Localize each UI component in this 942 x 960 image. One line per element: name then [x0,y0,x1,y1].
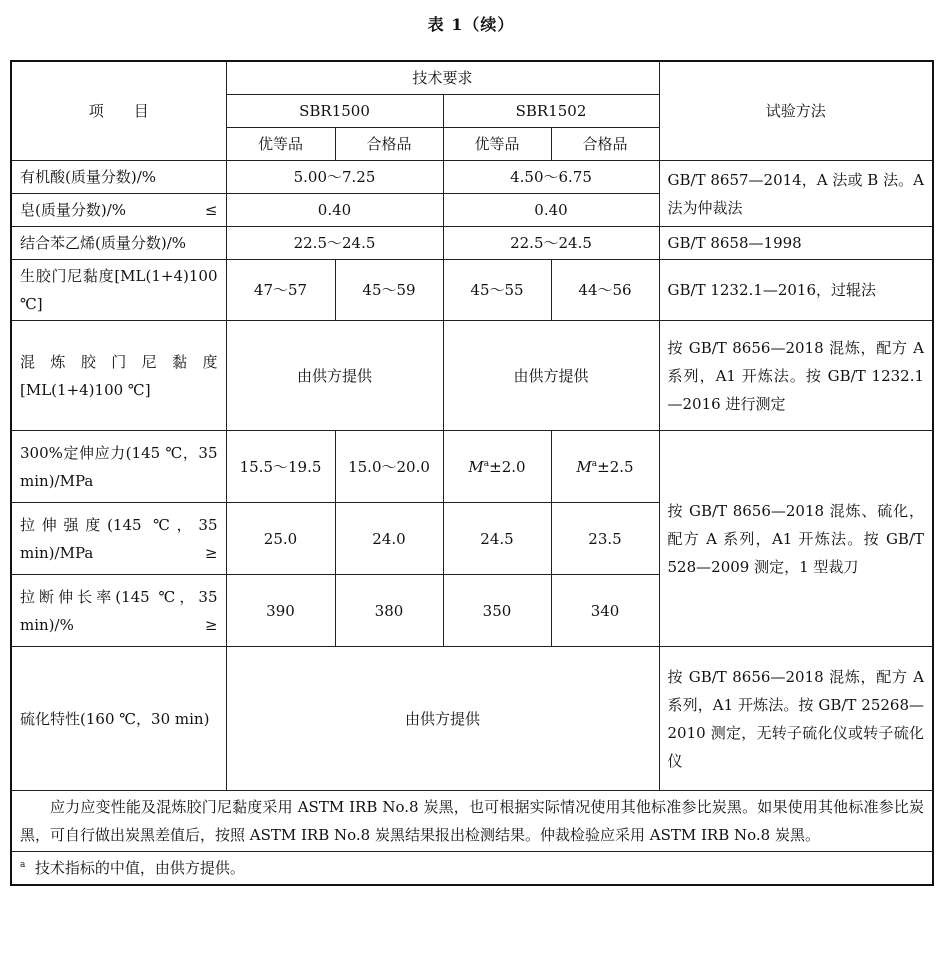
value-suffix: ±2.0 [489,457,526,476]
footnote-text: 技术指标的中值，由供方提供。 [34,859,245,877]
row-item [11,194,226,227]
note-row [11,791,933,852]
value-cell: 22.5～24.5 [443,227,659,260]
footnote-mark: a [20,860,26,870]
row-item: 生胶门尼黏度[ML(1+4)100 ℃] [11,260,226,321]
value-cell [551,431,659,503]
m-symbol: M [576,457,592,476]
row-item: 硫化特性(160 ℃，30 min) [11,647,226,791]
value-cell: 0.40 [443,194,659,227]
table-title: 表 1（续） [427,15,515,34]
table-row [11,647,933,791]
table-row [11,227,933,260]
value-cell: 350 [443,575,551,647]
table-row [11,321,933,431]
value-cell: 22.5～24.5 [226,227,443,260]
method-cell: 按 GB/T 8656—2018 混炼，配方 A 系列，A1 开炼法。按 GB/T 1232.1—2016 进行测定 [659,321,933,431]
footnote-row [11,852,933,886]
note-text: 应力应变性能及混炼胶门尼黏度采用 ASTM IRB No.8 炭黑，也可根据实际情况使用其他标准参比炭黑。如果使用其他标准参比炭黑，可自行做出炭黑差值后，按照 ASTM IRB No.8 炭黑结果报出检测结果。仲裁检验应采用 ASTM IRB No.8 炭黑。 [11,791,933,852]
sign: ≥ [204,615,218,634]
value-cell: 由供方提供 [443,321,659,431]
row-item-label: 拉断伸长率(145 ℃，35 min)/% [20,587,218,634]
value-cell: 23.5 [551,503,659,575]
value-cell: 380 [335,575,443,647]
header-qualified: 合格品 [551,128,659,161]
header-grade-sbr1502: SBR1502 [443,95,659,128]
value-cell: 390 [226,575,335,647]
header-grade-sbr1500: SBR1500 [226,95,443,128]
value-cell: 25.0 [226,503,335,575]
row-item-label: 皂(质量分数)/% [20,201,127,219]
row-item: 300%定伸应力(145 ℃，35 min)/MPa [11,431,226,503]
value-cell: 44～56 [551,260,659,321]
value-cell: 47～57 [226,260,335,321]
header-tech-req: 技术要求 [226,61,659,95]
header-row-1 [11,61,933,95]
table-row [11,161,933,194]
row-item: 结合苯乙烯(质量分数)/% [11,227,226,260]
row-item: 有机酸(质量分数)/% [11,161,226,194]
header-qualified: 合格品 [335,128,443,161]
table-row [11,431,933,503]
row-item [11,575,226,647]
value-cell: 由供方提供 [226,321,443,431]
value-cell: 由供方提供 [226,647,659,791]
method-cell: GB/T 1232.1—2016，过辊法 [659,260,933,321]
value-cell: 15.5～19.5 [226,431,335,503]
value-cell: 45～59 [335,260,443,321]
value-cell: 15.0～20.0 [335,431,443,503]
header-superior: 优等品 [443,128,551,161]
value-cell: 5.00～7.25 [226,161,443,194]
header-superior: 优等品 [226,128,335,161]
row-item [11,503,226,575]
spec-table [10,60,934,886]
value-cell: 24.5 [443,503,551,575]
value-cell: 24.0 [335,503,443,575]
method-cell: 按 GB/T 8656—2018 混炼，配方 A 系列，A1 开炼法。按 GB/T 25268—2010 测定，无转子硫化仪或转子硫化仪 [659,647,933,791]
table-row [11,260,933,321]
method-cell: GB/T 8658—1998 [659,227,933,260]
header-test-method: 试验方法 [659,61,933,161]
value-cell [443,431,551,503]
sign: ≥ [204,543,218,562]
footnote-ref: a [483,458,490,469]
value-cell: 0.40 [226,194,443,227]
m-symbol: M [468,457,484,476]
value-suffix: ±2.5 [597,457,634,476]
value-cell: 45～55 [443,260,551,321]
header-item: 项 目 [11,61,226,161]
method-cell: GB/T 8657—2014，A 法或 B 法。A 法为仲裁法 [659,161,933,227]
value-cell: 340 [551,575,659,647]
row-item: 混炼胶门尼黏度[ML(1+4)100 ℃] [11,321,226,431]
method-cell: 按 GB/T 8656—2018 混炼、硫化，配方 A 系列，A1 开炼法。按 GB/T 528—2009 测定，1 型裁刀 [659,431,933,647]
row-item-label: 拉伸强度(145 ℃，35 min)/MPa [20,515,218,562]
sign: ≤ [204,201,218,219]
footnote-ref: a [591,458,598,469]
value-cell: 4.50～6.75 [443,161,659,194]
footnote [11,852,933,886]
